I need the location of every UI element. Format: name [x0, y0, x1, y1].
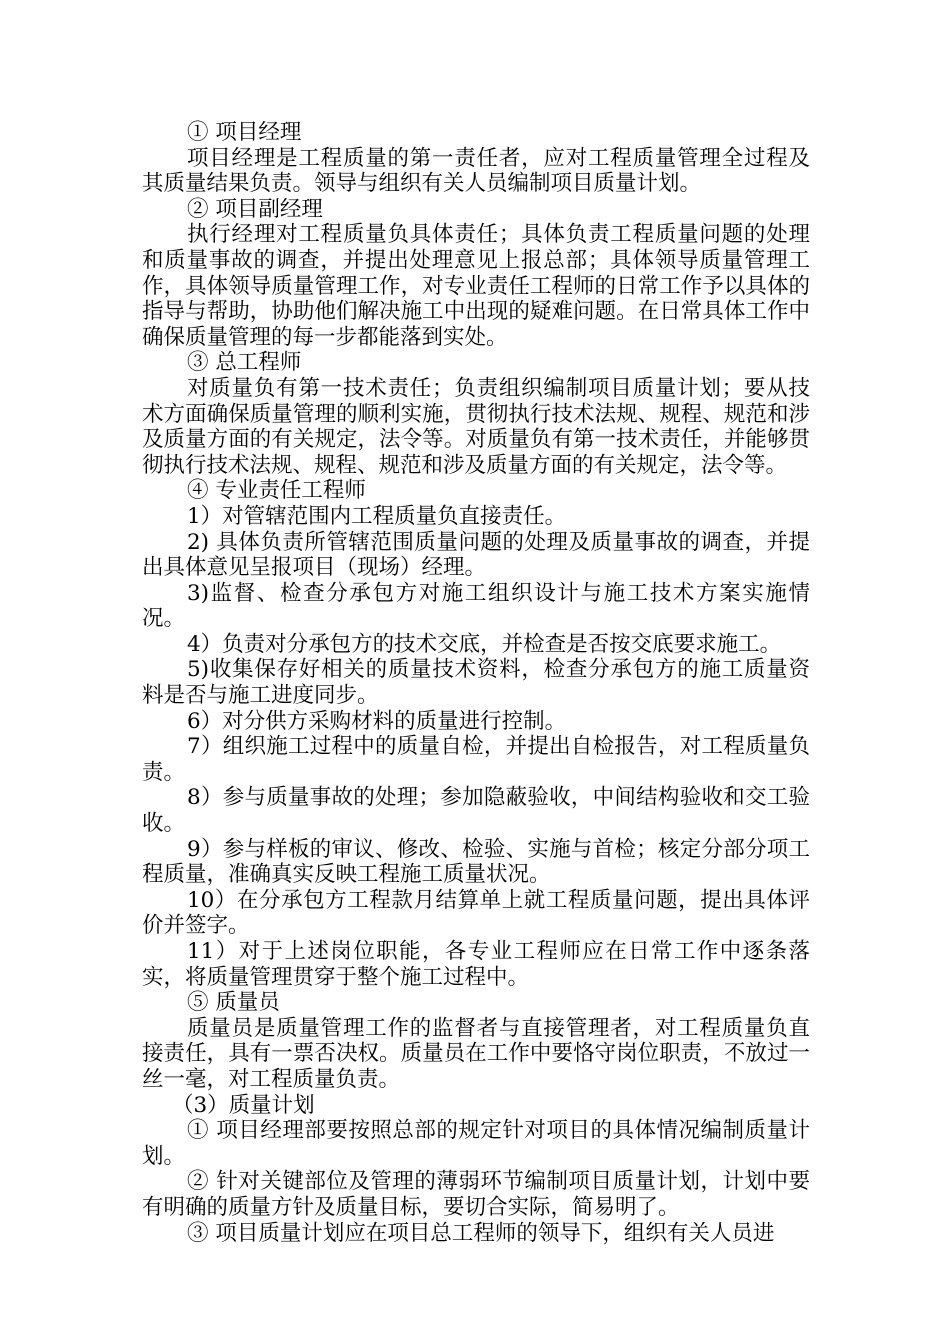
heading-deputy-manager: ② 项目副经理 [187, 196, 323, 222]
list-item: 1）对管辖范围内工程质量负直接责任。 [187, 503, 567, 529]
paragraph: 质量员是质量管理工作的监督者与直接管理者，对工程质量负直接责任，具有一票否决权。质量员在工作中要恪守岗位职责，不放过一丝一毫，对工程质量负责。 [142, 1015, 810, 1092]
paragraph: 项目经理是工程质量的第一责任者，应对工程质量管理全过程及其质量结果负责。领导与组织有关人员编制项目质量计划。 [142, 145, 810, 197]
list-item: 3)监督、检查分承包方对施工组织设计与施工技术方案实施情况。 [142, 580, 810, 632]
list-item: 2) 具体负责所管辖范围质量问题的处理及质量事故的调查，并提出具体意见呈报项目（现场）经理。 [142, 529, 810, 581]
list-item: 7）组织施工过程中的质量自检，并提出自检报告，对工程质量负责。 [142, 734, 810, 785]
heading-project-manager: ① 项目经理 [187, 120, 302, 145]
document-page [142, 120, 810, 1246]
list-item: ① 项目经理部要按照总部的规定针对项目的具体情况编制质量计划。 [142, 1118, 810, 1169]
list-item: 10）在分承包方工程款月结算单上就工程质量问题，提出具体评价并签字。 [142, 887, 810, 939]
section-heading-quality-plan: （3）质量计划 [172, 1092, 315, 1118]
list-item: 6）对分供方采购材料的质量进行控制。 [187, 708, 567, 734]
list-item: 11）对于上述岗位职能，各专业工程师应在日常工作中逐条落实，将质量管理贯穿于整个施工过程中。 [142, 939, 810, 990]
paragraph: 执行经理对工程质量负具体责任；具体负责工程质量问题的处理和质量事故的调查，并提出处理意见上报总部；具体领导质量管理工作，具体领导质量管理工作，对专业责任工程师的日常工作予以具体的指导与帮助，协助他们解决施工中出现的疑难问题。在日常具体工作中确保质量管理的每一步都能落到实处。 [142, 222, 810, 350]
paragraph: 对质量负有第一技术责任；负责组织编制项目质量计划；要从技术方面确保质量管理的顺利实施，贯彻执行技术法规、规程、规范和涉及质量方面的有关规定，法令等。对质量负有第一技术责任，并能够贯彻执行技术法规、规程、规范和涉及质量方面的有关规定，法令等。 [142, 375, 810, 478]
list-item: 9）参与样板的审议、修改、检验、实施与首检；核定分部分项工程质量，准确真实反映工程施工质量状况。 [142, 836, 810, 888]
heading-quality-inspector: ⑤ 质量员 [187, 990, 280, 1016]
list-item: ③ 项目质量计划应在项目总工程师的领导下，组织有关人员进 [187, 1220, 775, 1246]
heading-chief-engineer: ③ 总工程师 [187, 350, 302, 376]
list-item: 5)收集保存好相关的质量技术资料，检查分承包方的施工质量资料是否与施工进度同步。 [142, 657, 810, 709]
list-item: 8）参与质量事故的处理；参加隐蔽验收，中间结构验收和交工验收。 [142, 785, 810, 837]
list-item: 4）负责对分承包方的技术交底，并检查是否按交底要求施工。 [187, 631, 782, 657]
list-item: ② 针对关键部位及管理的薄弱环节编制项目质量计划，计划中要有明确的质量方针及质量目标，要切合实际，简易明了。 [142, 1169, 810, 1220]
heading-specialty-engineer: ④ 专业责任工程师 [187, 478, 366, 504]
